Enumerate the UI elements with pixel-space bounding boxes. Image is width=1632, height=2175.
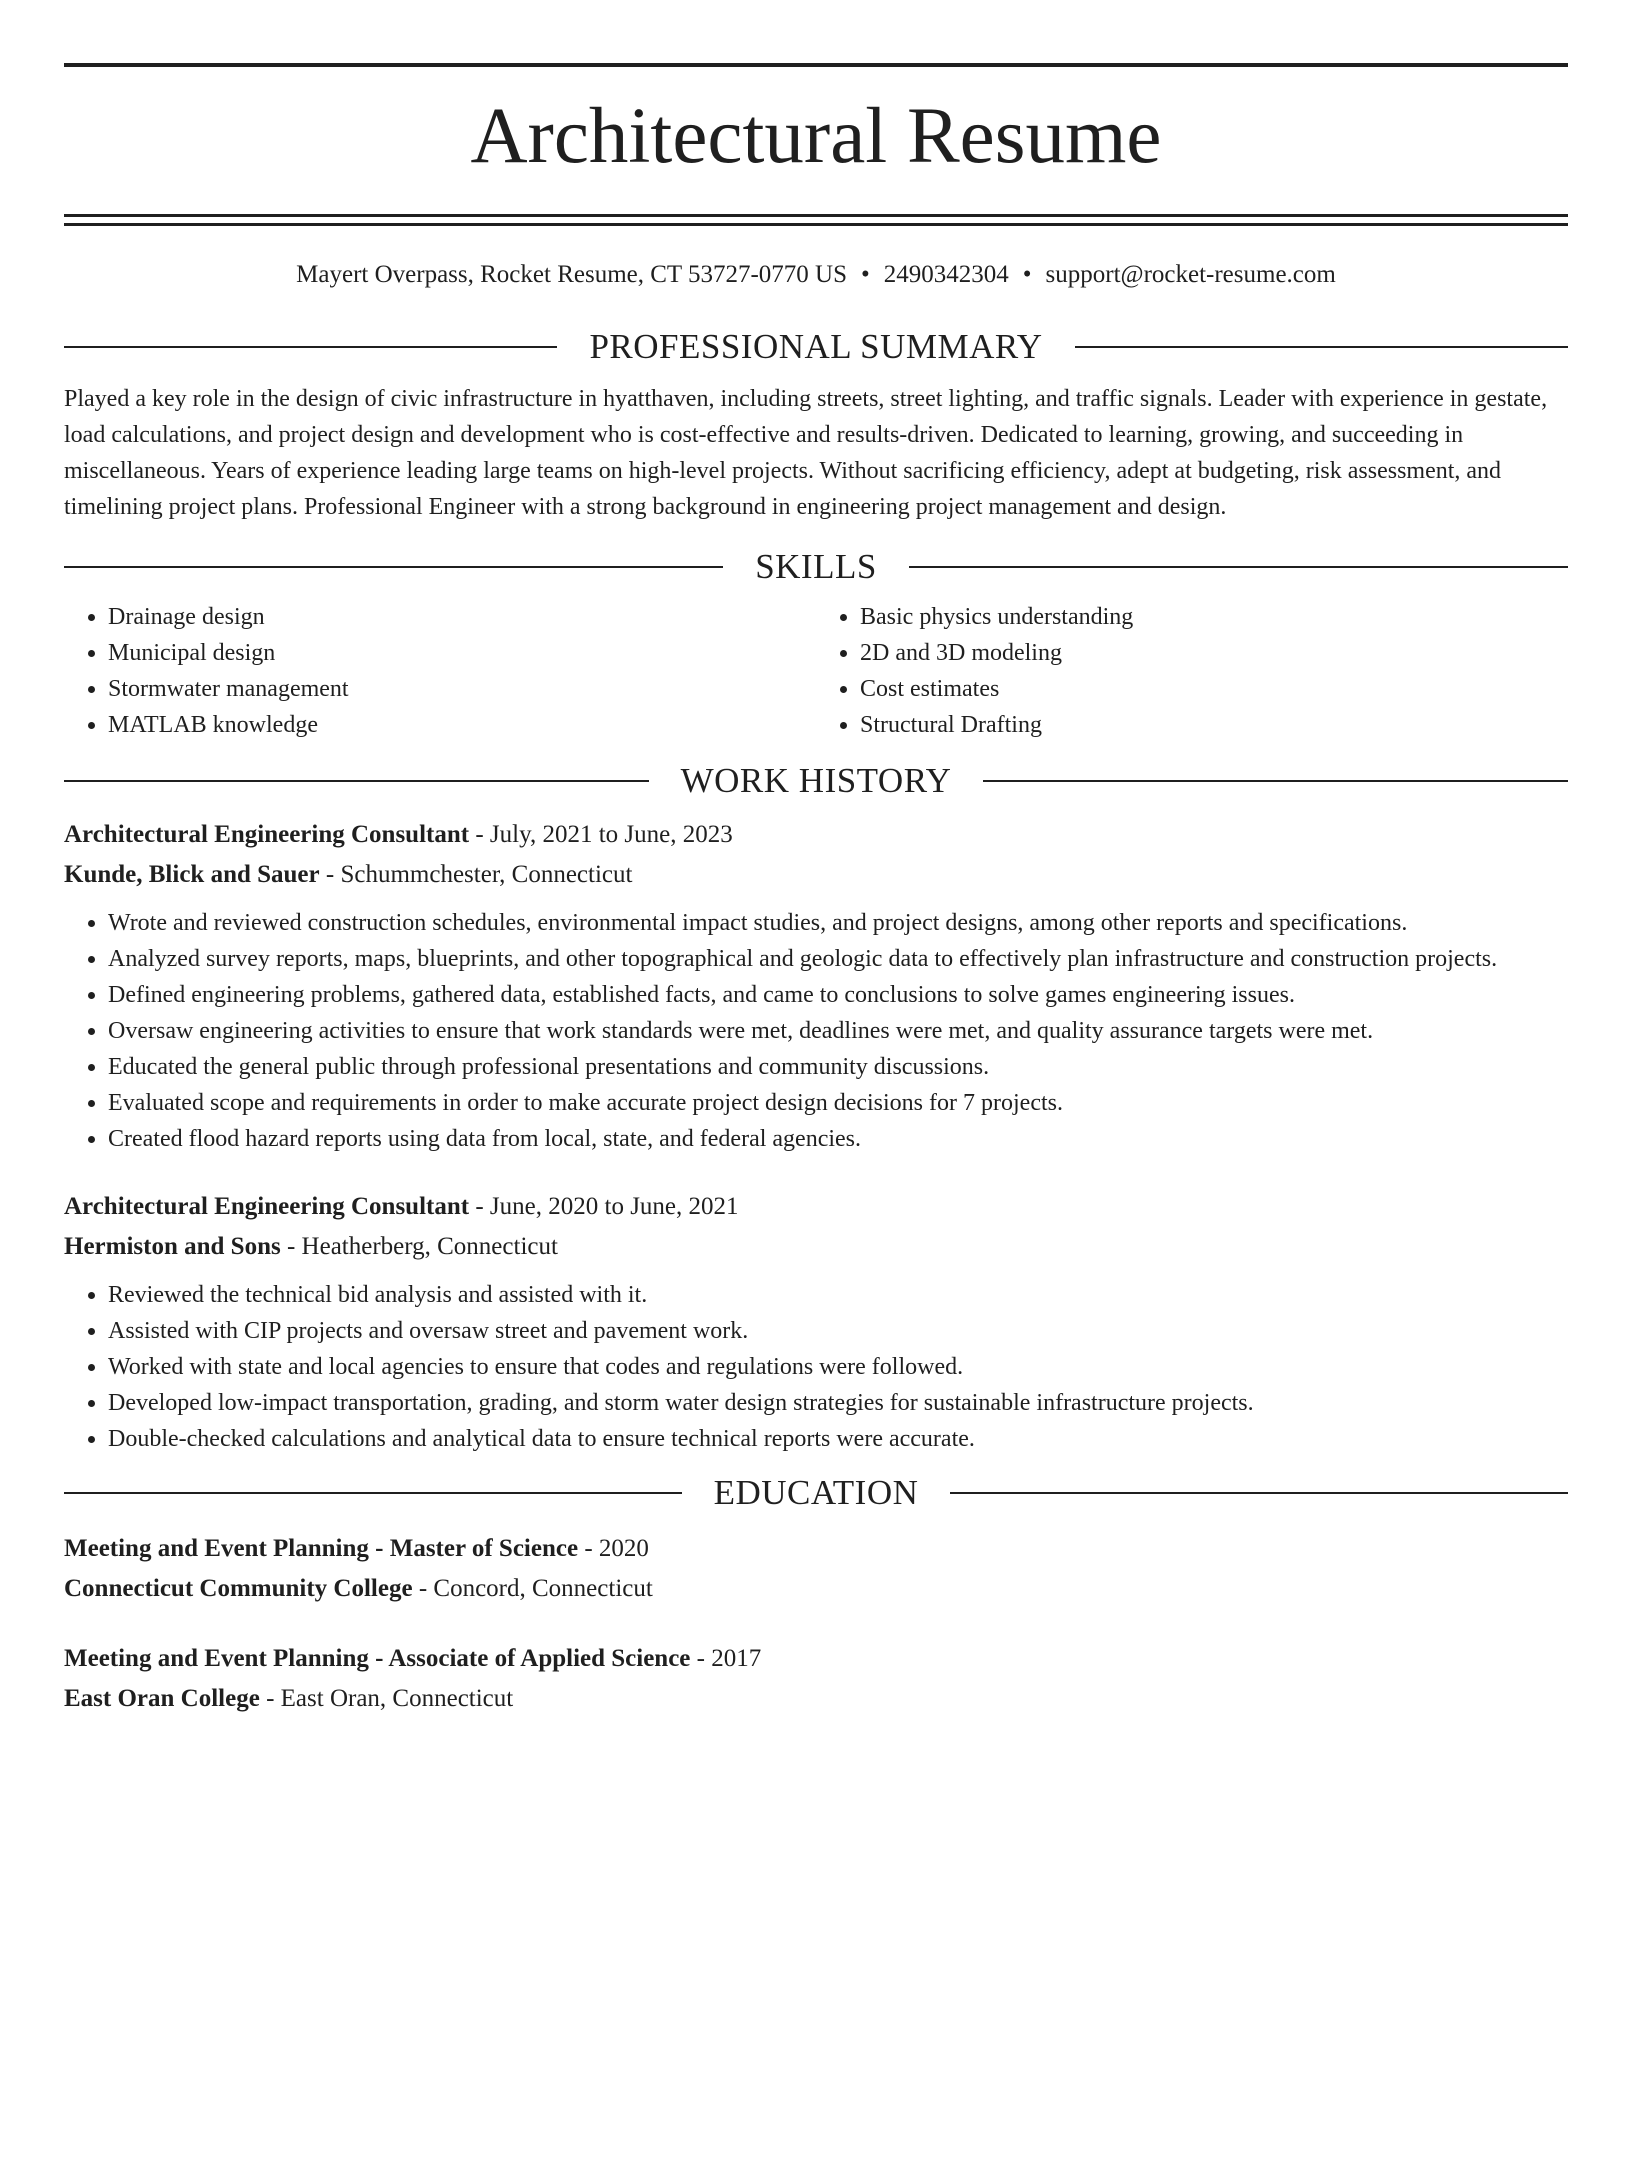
education-school: East Oran College (64, 1685, 260, 1712)
skills-list (64, 599, 1568, 743)
job-location: - Heatherberg, Connecticut (280, 1233, 558, 1260)
job-bullet: • Evaluated scope and requirements in order to make accurate project design decisions for 7 projects. (108, 1085, 1568, 1121)
contact-line (64, 259, 1568, 291)
skill-item: • Stormwater management (108, 671, 816, 707)
education-heading-label: EDUCATION (713, 1473, 919, 1512)
education-school: Connecticut Community College (64, 1575, 413, 1602)
skill-item: • Structural Drafting (860, 707, 1568, 743)
job-bullet: • Educated the general public through professional presentations and community discussions. (108, 1049, 1568, 1085)
education-degree-line (64, 1529, 1568, 1569)
education-year: - 2020 (578, 1535, 649, 1562)
education-entry (64, 1529, 1568, 1609)
job-company: Hermiston and Sons (64, 1233, 281, 1260)
job-company-line (64, 855, 1568, 895)
job-dates: - July, 2021 to June, 2023 (469, 821, 733, 848)
education-degree: Meeting and Event Planning - Associate of Applied Science (64, 1645, 691, 1672)
skill-item: • Basic physics understanding (860, 599, 1568, 635)
job-bullet: • Double-checked calculations and analytical data to ensure technical reports were accurate. (108, 1421, 1568, 1457)
contact-address: Mayert Overpass, Rocket Resume, CT 53727-0770 US (296, 261, 848, 288)
job-bullet: • Oversaw engineering activities to ensure that work standards were met, deadlines were met, and quality assurance targets were met. (108, 1013, 1568, 1049)
education-section-heading (64, 1471, 1568, 1515)
heading-rule (909, 566, 1568, 568)
education-degree: Meeting and Event Planning - Master of Science (64, 1535, 579, 1562)
heading-rule (64, 566, 723, 568)
heading-rule (64, 780, 649, 782)
education-entry (64, 1639, 1568, 1719)
skills-column-right (816, 599, 1568, 743)
summary-heading-label: PROFESSIONAL SUMMARY (589, 327, 1043, 366)
heading-rule (1075, 346, 1568, 348)
heading-rule (950, 1492, 1568, 1494)
education-degree-line (64, 1639, 1568, 1679)
job-entry (64, 1187, 1568, 1457)
skill-item: • MATLAB knowledge (108, 707, 816, 743)
job-company: Kunde, Blick and Sauer (64, 861, 320, 888)
top-rule (64, 63, 1568, 67)
skills-section-heading (64, 545, 1568, 589)
job-bullet: • Reviewed the technical bid analysis and assisted with it. (108, 1277, 1568, 1313)
job-bullets (64, 905, 1568, 1157)
work-heading-label: WORK HISTORY (680, 761, 952, 800)
skills-heading-label: SKILLS (755, 547, 877, 586)
job-bullets (64, 1277, 1568, 1457)
job-title: Architectural Engineering Consultant (64, 1193, 470, 1220)
job-title: Architectural Engineering Consultant (64, 821, 470, 848)
skills-column-left (64, 599, 816, 743)
contact-phone: 2490342304 (883, 261, 1009, 288)
skill-item: • Drainage design (108, 599, 816, 635)
summary-section-heading (64, 325, 1568, 369)
summary-text: Played a key role in the design of civic infrastructure in hyatthaven, including streets, street lighting, and traffic signals. Leader with experience in gestate, load calculations, and project design and development who is cost-effective and results-driven. Dedicated to learning, growing, and succeeding in miscellaneous. Years of experience leading large teams on high-level projects. Without sacrificing efficiency, adept at budgeting, risk assessment, and timelining project plans. Professional Engineer with a strong background in engineering project management and design. (64, 386, 1548, 520)
resume-title: Architectural Resume (470, 93, 1162, 180)
job-bullet: • Created flood hazard reports using data from local, state, and federal agencies. (108, 1121, 1568, 1157)
skill-item: • 2D and 3D modeling (860, 635, 1568, 671)
education-school-line (64, 1679, 1568, 1719)
heading-rule (64, 346, 557, 348)
job-title-line (64, 815, 1568, 855)
skill-item: • Cost estimates (860, 671, 1568, 707)
contact-email: support@rocket-resume.com (1045, 261, 1336, 288)
skill-item: • Municipal design (108, 635, 816, 671)
contact-separator: • (861, 261, 870, 288)
resume-page (0, 63, 1632, 2175)
job-dates: - June, 2020 to June, 2021 (469, 1193, 739, 1220)
education-year: - 2017 (690, 1645, 762, 1672)
job-location: - Schummchester, Connecticut (319, 861, 633, 888)
job-bullet: • Wrote and reviewed construction schedules, environmental impact studies, and project designs, among other reports and specifications. (108, 905, 1568, 941)
job-entry (64, 815, 1568, 1157)
heading-rule (64, 1492, 682, 1494)
job-bullet: • Assisted with CIP projects and oversaw street and pavement work. (108, 1313, 1568, 1349)
job-bullet: • Developed low-impact transportation, grading, and storm water design strategies for sustainable infrastructure projects. (108, 1385, 1568, 1421)
education-location: - East Oran, Connecticut (259, 1685, 514, 1712)
job-bullet: • Worked with state and local agencies to ensure that codes and regulations were followed. (108, 1349, 1568, 1385)
job-bullet: • Analyzed survey reports, maps, blueprints, and other topographical and geologic data to effectively plan infrastructure and construction projects. (108, 941, 1568, 977)
job-company-line (64, 1227, 1568, 1267)
education-school-line (64, 1569, 1568, 1609)
work-section-heading (64, 759, 1568, 803)
education-location: - Concord, Connecticut (412, 1575, 653, 1602)
heading-rule (983, 780, 1568, 782)
job-title-line (64, 1187, 1568, 1227)
job-bullet: • Defined engineering problems, gathered data, established facts, and came to conclusions to solve games engineering issues. (108, 977, 1568, 1013)
contact-separator: • (1022, 261, 1032, 288)
title-double-rule (64, 214, 1568, 226)
